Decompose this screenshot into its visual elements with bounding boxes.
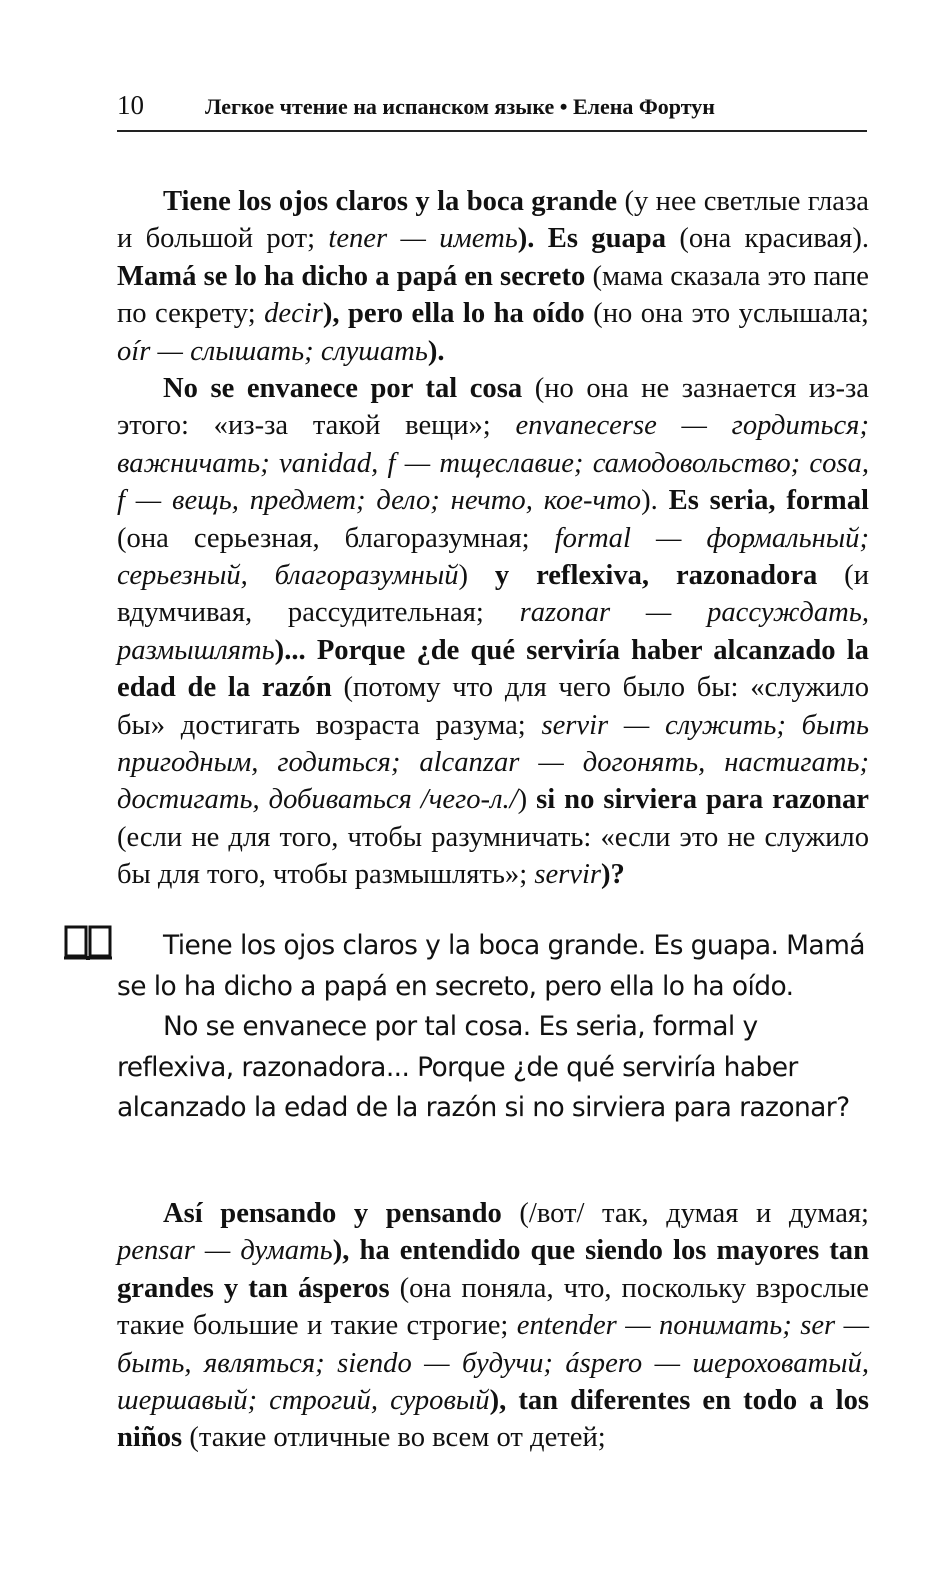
annotated-paragraph-3: Así pensando y pensando (/вот/ так, думая и думая; pensar — думать), ha entendido que siendo los mayores tan grandes y tan ásperos (она поняла, что, поскольку взрослые такие большие и такие строгие; entender — понимать; ser — быть, являться; siendo — будучи; áspero — шероховатый, шершавый; строгий, суровый), tan diferentes en todo a los niños (такие отличные во всем от детей; [117, 1198, 869, 1454]
running-header [117, 90, 867, 132]
page-number: 10 [117, 90, 144, 120]
annotated-paragraph-1: Tiene los ojos claros y la boca grande (у нее светлые глаза и большой рот; tener — иметь). Es guapa (она красивая). Mamá se lo ha dicho a papá en secreto (мама сказала это папе по секрету; decir), pero ella lo ha oído (но она это услышала; oír — слышать; слушать). [117, 186, 870, 367]
running-title: Легкое чтение на испанском языке • Елена Фортун [205, 94, 715, 119]
open-book-icon [63, 923, 113, 963]
annotated-paragraph-2: No se envanece por tal cosa (но она не зазнается из-за этого: «из-за такой вещи»; envanecerse — гордиться; важничать; vanidad, f — тщеславие; самодовольство; cosa, f — вещь, предмет; дело; нечто, кое-что). Es seria, formal (она серьезная, благоразумная; formal — формальный; серьезный, благоразумный) y reflexiva, razonadora (и вдумчивая, рассудительная; razonar — рассуждать, размышлять)... Porque ¿de qué serviría haber alcanzado la edad de la razón (потому что для чего было бы: «служило бы» достигать возраста разума; servir — служить; быть пригодным, годиться; alcanzar — догонять, настигать; достигать, добиваться /чего-л./) si no sirviera para razonar (если не для того, чтобы разумничать: «если это не служило бы для того, чтобы размышлять»; servir)? [117, 373, 870, 891]
original-text-paragraph-2: No se envanece por tal cosa. Es seria, formal y reflexiva, razonadora... Porque ¿de qué serviría haber alcanzado la edad de la razón si no sirviera para razonar? [117, 1011, 850, 1123]
original-text-paragraph-1: Tiene los ojos claros y la boca grande. Es guapa. Mamá se lo ha dicho a papá en secreto, pero ella lo ha oído. [117, 930, 865, 1002]
